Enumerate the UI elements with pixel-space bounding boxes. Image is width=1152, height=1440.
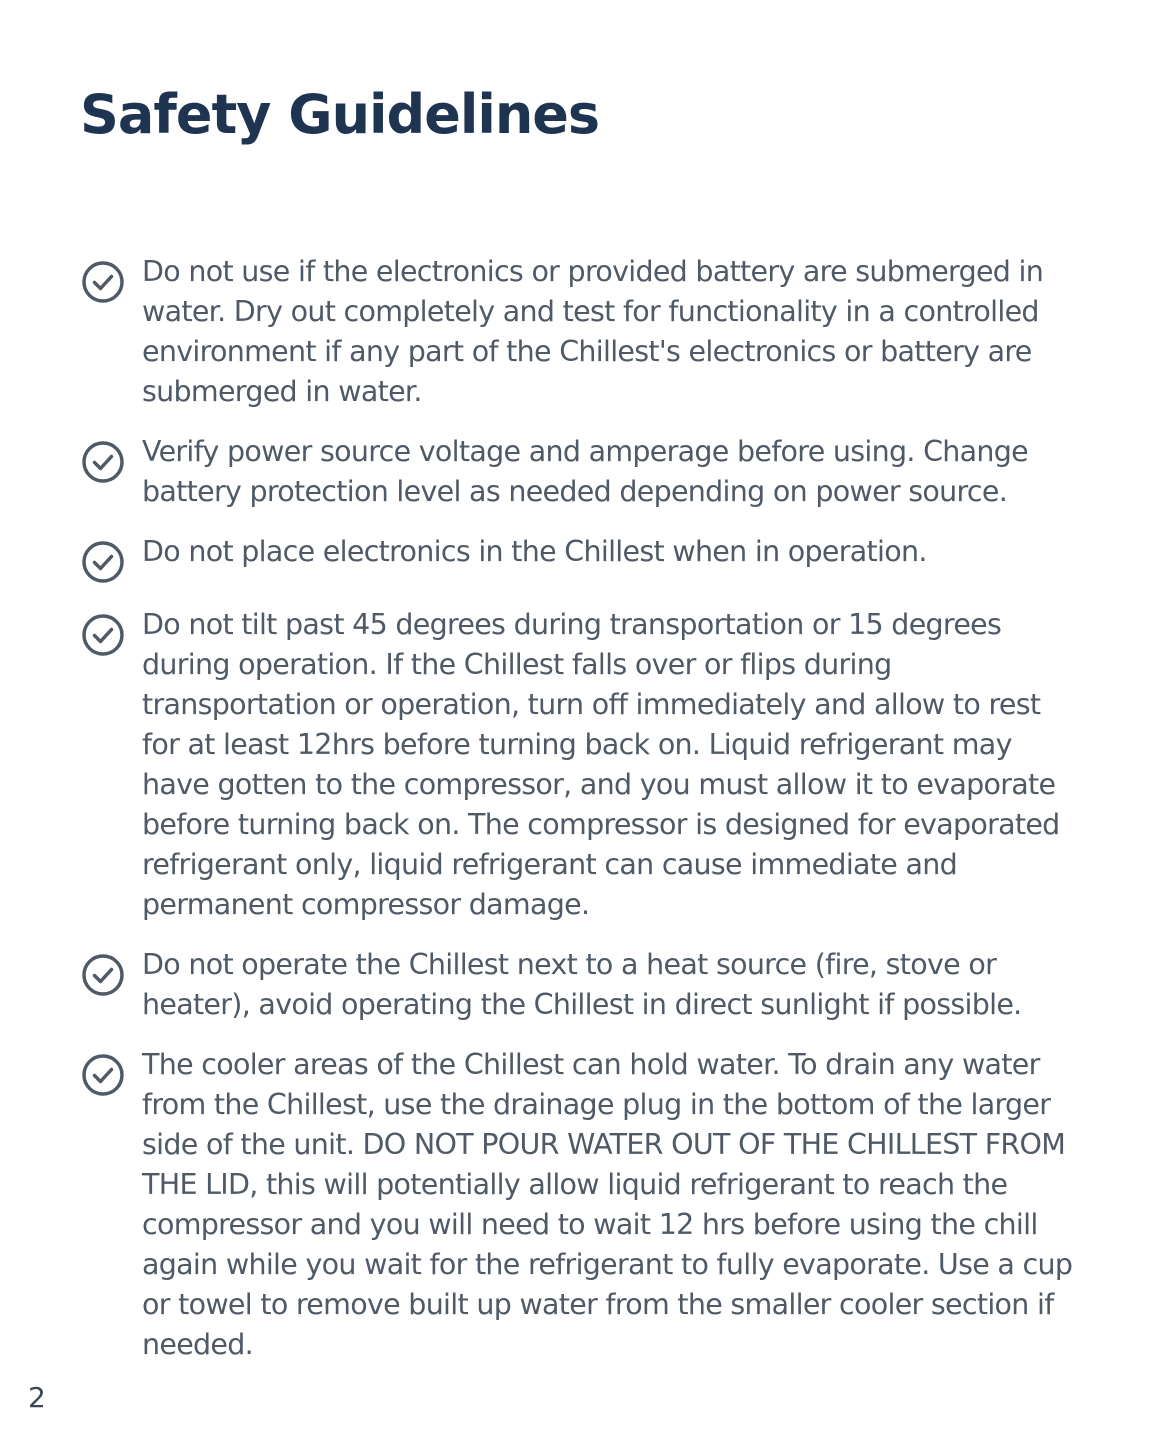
guideline-item [80, 945, 1080, 1025]
page-title: Safety Guidelines [80, 83, 600, 146]
guideline-text: Do not use if the electronics or provided battery are submerged in water. Dry out completely and test for functionality in a controlled environment if any part of the Chillest's electronics or battery are submerged in water. [142, 255, 1044, 408]
check-circle-icon [80, 259, 126, 305]
guideline-item [80, 252, 1080, 412]
guideline-text: Do not tilt past 45 degrees during transportation or 15 degrees during operation. If the Chillest falls over or flips during transportation or operation, turn off immediately and allow to rest for at least 12hrs before turning back on. Liquid refrigerant may have gotten to the compressor, and you must allow it to evaporate before turning back on. The compressor is designed for evaporated refrigerant only, liquid refrigerant can cause immediate and permanent compressor damage. [142, 608, 1060, 921]
page-number: 2 [28, 1381, 46, 1414]
guideline-item [80, 605, 1080, 925]
guideline-text: The cooler areas of the Chillest can hold water. To drain any water from the Chillest, use the drainage plug in the bottom of the larger side of the unit. DO NOT POUR WATER OUT OF THE CHILLEST FROM THE LID, this will potentially allow liquid refrigerant to reach the compressor and you will need to wait 12 hrs before using the chill again while you wait for the refrigerant to fully evaporate. Use a cup or towel to remove built up water from the smaller cooler section if needed. [142, 1048, 1073, 1361]
check-circle-icon [80, 1052, 126, 1098]
guideline-text: Do not place electronics in the Chillest when in operation. [142, 535, 927, 568]
guideline-item [80, 532, 1080, 585]
check-circle-icon [80, 952, 126, 998]
guideline-text: Do not operate the Chillest next to a heat source (fire, stove or heater), avoid operating the Chillest in direct sunlight if possible. [142, 948, 1022, 1021]
safety-guidelines-list [80, 252, 1080, 1365]
guideline-item [80, 1045, 1080, 1365]
check-circle-icon [80, 612, 126, 658]
check-circle-icon [80, 439, 126, 485]
guideline-item [80, 432, 1080, 512]
check-circle-icon [80, 539, 126, 585]
guideline-text: Verify power source voltage and amperage before using. Change battery protection level as needed depending on power source. [142, 435, 1028, 508]
